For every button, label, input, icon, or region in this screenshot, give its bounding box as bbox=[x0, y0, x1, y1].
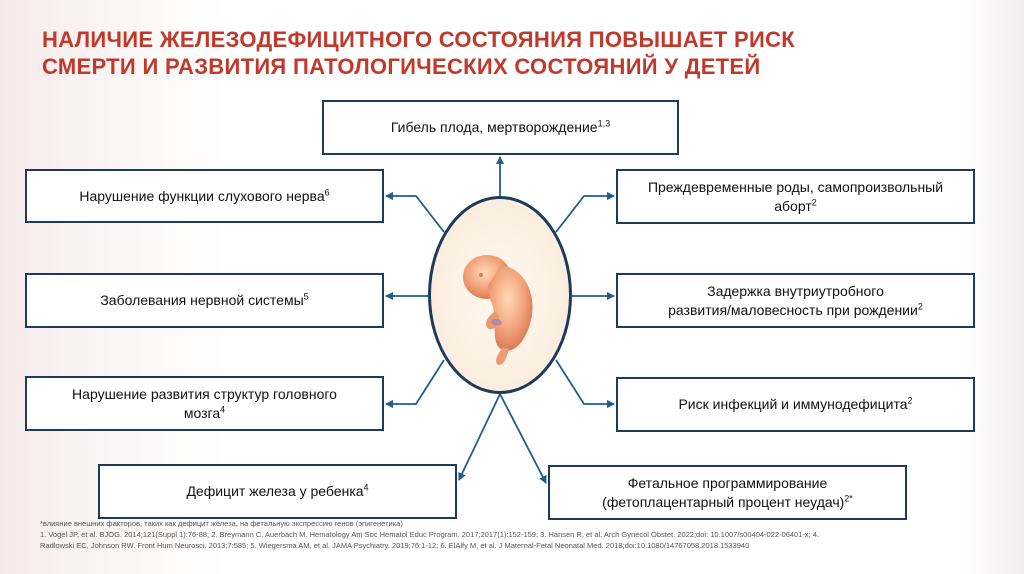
box-nervous-system-text: Заболевания нервной системы$^5$ bbox=[100, 291, 309, 308]
box-infection-risk bbox=[616, 377, 975, 432]
title-line-2: СМЕРТИ И РАЗВИТИЯ ПАТОЛОГИЧЕСКИХ СОСТОЯНИЙ У ДЕТЕЙ bbox=[42, 54, 761, 79]
box-premature-birth bbox=[616, 169, 975, 224]
box-auditory-nerve bbox=[25, 169, 384, 223]
box-iron-deficiency-child-text: Дефицит железа у ребенка$^4$ bbox=[186, 482, 369, 499]
box-growth-restriction-text: Задержка внутриутробного развития/маловесность при рождении$^2$ bbox=[668, 282, 923, 318]
footnote-refs-2: Radlowski EC, Johnson RW. Front Hum Neurosci. 2013;7:585; 5. Wiegersma AM, et al. JAMA Psychiatry. 2019;76:1-12; 6. ElAlfy M, et al. J Maternal-Fetal Neonatal Med. 2018;doi:10.1080/14767058.2018.1533940 bbox=[40, 541, 750, 550]
box-nervous-system bbox=[25, 273, 384, 328]
box-iron-deficiency-child bbox=[98, 464, 457, 519]
footnote-refs-1: 1. Vogel JP, et al. BJOG. 2014;121(Suppl 1):76-88; 2. Breymann C, Auerbach M. Hematology Am Soc Hematol Educ Program. 2017;2017(1):152-159; 3. Hansen R, et al. Arch Gynecol Obstet. 2022;doi: 10.1007/s00404-022-06401-x; 4. bbox=[40, 530, 820, 539]
arrow-to-left4 bbox=[459, 394, 500, 480]
box-fetal-death bbox=[322, 100, 679, 155]
arrow-to-right4 bbox=[500, 394, 546, 483]
box-fetal-programming bbox=[548, 465, 907, 520]
box-fetal-programming-text: Фетальное программирование (фетоплацентарный процент неудач)$^{2*}$ bbox=[602, 474, 853, 510]
box-growth-restriction bbox=[616, 273, 975, 328]
title-line-1: НАЛИЧИЕ ЖЕЛЕЗОДЕФИЦИТНОГО СОСТОЯНИЯ ПОВЫШАЕТ РИСК bbox=[42, 27, 796, 52]
center-oval bbox=[428, 196, 572, 394]
box-brain-structures-text: Нарушение развития структур головного мозга$^4$ bbox=[72, 385, 337, 421]
footnote-epigenetics: *влияние внешних факторов, таких как дефицит железа, на фетальную экспрессию генов (эпигенетика) bbox=[40, 519, 403, 528]
box-infection-risk-text: Риск инфекций и иммунодефицита$^2$ bbox=[678, 395, 913, 412]
box-premature-birth-text: Преждевременные роды, самопроизвольный аборт$^2$ bbox=[647, 178, 944, 214]
footnotes bbox=[40, 518, 970, 551]
fetus-icon bbox=[431, 199, 569, 391]
box-brain-structures bbox=[25, 376, 384, 431]
box-auditory-nerve-text: Нарушение функции слухового нерва$^6$ bbox=[79, 186, 330, 204]
box-fetal-death-text: Гибель плода, мертворождение$^{1,3}$ bbox=[390, 118, 611, 135]
